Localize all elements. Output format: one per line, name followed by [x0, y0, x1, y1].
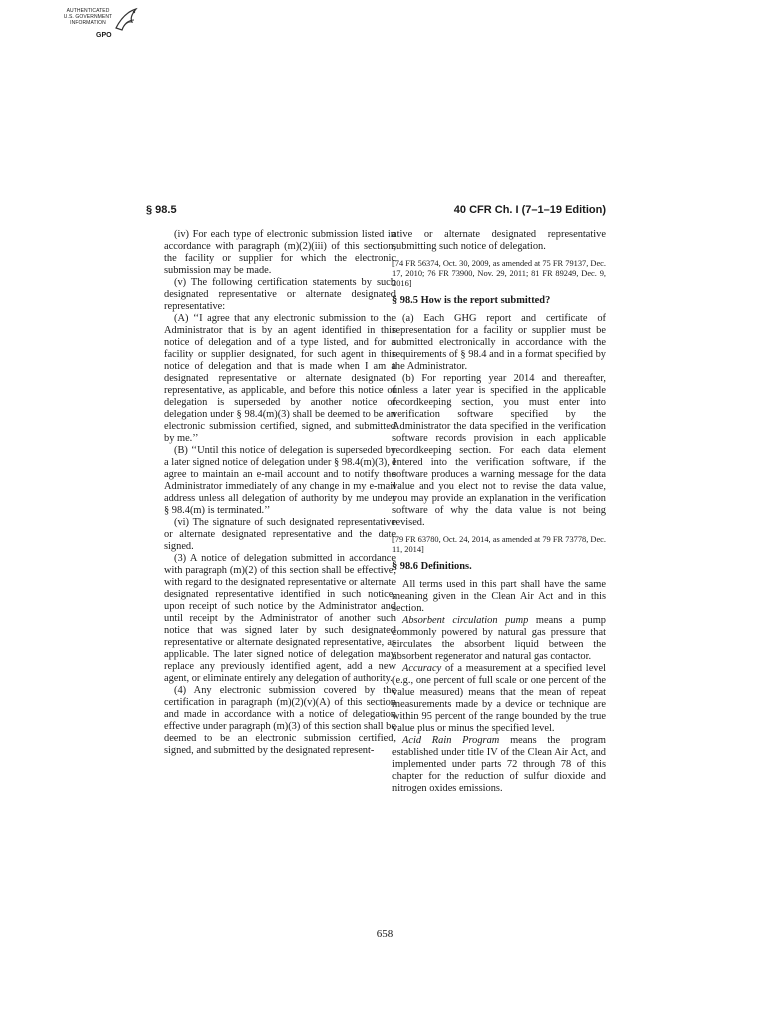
running-header: [146, 204, 606, 220]
page-number: 658: [376, 928, 394, 940]
gpo-logo-text: [58, 8, 118, 26]
paragraph-continued: ative or alternate designated representative submitting such notice of delegation.: [392, 229, 606, 252]
paragraph-4: (4) Any electronic submission covered by the certification in paragraph (m)(2)(v)(A) of this section and made in accordance with a notice of delegation effective under paragraph (m)(3) of this section shall be deemed to be an electronic submission certified, signed, and submitted by the designated represent-: [164, 685, 396, 756]
definition-text: means the program established under title IV of the Clean Air Act, and implemented under parts 72 through 78 of this chapter for the reduction of sulfur dioxide and nitrogen oxides emissions.: [392, 735, 607, 794]
paragraph-b: (b) For reporting year 2014 and thereafter, unless a later year is specified in the applicable recordkeeping section, you must enter into verification software specified by the Administrator the data specified in the verification software records provision in each applicable recordkeeping section. For each data element entered into the verification software, if the software produces a warning message for the data value and you elect not to revise the data value, you may provide an explanation in the verification software of why the data value is not being revised.: [392, 373, 606, 528]
paragraph-a: (a) Each GHG report and certificate of representation for a facility or supplier must be submitted electronically in accordance with the requirements of § 98.4 and in a format specified by the Administrator.: [392, 313, 606, 372]
gpo-authentication-logo: [58, 6, 142, 44]
right-column: [392, 229, 606, 795]
header-chapter: 40 CFR Ch. I (7–1–19 Edition): [453, 204, 606, 216]
citation-98-4: [74 FR 56374, Oct. 30, 2009, as amended at 75 FR 79137, Dec. 17, 2010; 76 FR 73900, Nov. 29, 2011; 81 FR 89249, Dec. 9, 2016]: [392, 259, 606, 288]
section-heading-98-5: § 98.5 How is the report submitted?: [392, 295, 551, 306]
section-heading-98-6: § 98.6 Definitions.: [392, 561, 472, 572]
term-absorbent-circulation-pump: Absorbent circulation pump: [402, 615, 529, 626]
definition-text: means a pump commonly powered by natural gas pressure that circulates the absorbent liquid between the absorbent regenerator and natural gas contactor.: [392, 615, 606, 662]
term-accuracy: Accuracy: [402, 663, 442, 674]
paragraph-vi: (vi) The signature of such designated representative or alternate designated representative and the date signed.: [164, 517, 396, 552]
paragraph-A: (A) ‘‘I agree that any electronic submission to the Administrator that is by an agent identified in this notice of delegation and of a type listed, and for a facility or supplier designated, for such agent in this notice of delegation and that is made when I am a designated representative or alternate designated representative, as applicable, and before this notice of delegation is superseded by another notice of delegation under § 98.4(m)(3) shall be deemed to be an electronic submission certified, signed, and submitted by me.’’: [164, 313, 396, 444]
logo-line-1: AUTHENTICATED: [66, 8, 110, 14]
definition-acid-rain-program: [392, 735, 606, 795]
definition-absorbent-circulation-pump: [392, 615, 606, 663]
header-section: § 98.5: [146, 204, 177, 216]
paragraph-B: (B) ‘‘Until this notice of delegation is superseded by a later signed notice of delegation under § 98.4(m)(3), I agree to maintain an e-mail account and to notify the Administrator immediately of any change in my e-mail address unless all delegation of authority by me under § 98.4(m) is terminated.’’: [164, 445, 396, 516]
paragraph-3: (3) A notice of delegation submitted in accordance with paragraph (m)(2) of this section shall be effective, with regard to the designated representative or alternate designated representative identified in such notice, upon receipt of such notice by the Administrator and until receipt by the Administrator of another such notice that was signed later by such designated representative or alternate designated representative, as applicable. The later signed notice of delegation may replace any previously identified agent, add a new agent, or eliminate entirely any delegation of authority.: [164, 553, 396, 684]
term-acid-rain-program: Acid Rain Program: [402, 735, 500, 746]
paragraph-iv: (iv) For each type of electronic submission listed in accordance with paragraph (m)(2)(iii) of this section, the facility or supplier for which the electronic submission may be made.: [164, 229, 396, 276]
definition-text: of a measurement at a specified level (e.g., one percent of full scale or one percent of the value measured) means that the mean of repeat measurements made by a device or technique are within 95 percent of the range bounded by the true value plus or minus the specified level.: [392, 663, 606, 734]
eagle-icon: [112, 6, 140, 34]
definition-accuracy: [392, 663, 606, 735]
citation-98-5: [79 FR 63780, Oct. 24, 2014, as amended at 79 FR 73778, Dec. 11, 2014]: [392, 535, 606, 554]
logo-line-3: INFORMATION: [70, 20, 106, 26]
logo-line-2: U.S. GOVERNMENT: [63, 14, 113, 20]
gpo-mark: GPO: [96, 32, 112, 39]
definitions-intro: All terms used in this part shall have the same meaning given in the Clean Air Act and in this section.: [392, 579, 606, 614]
left-column: [164, 229, 396, 757]
paragraph-v: (v) The following certification statements by such designated representative or alternate designated representative:: [164, 277, 396, 312]
